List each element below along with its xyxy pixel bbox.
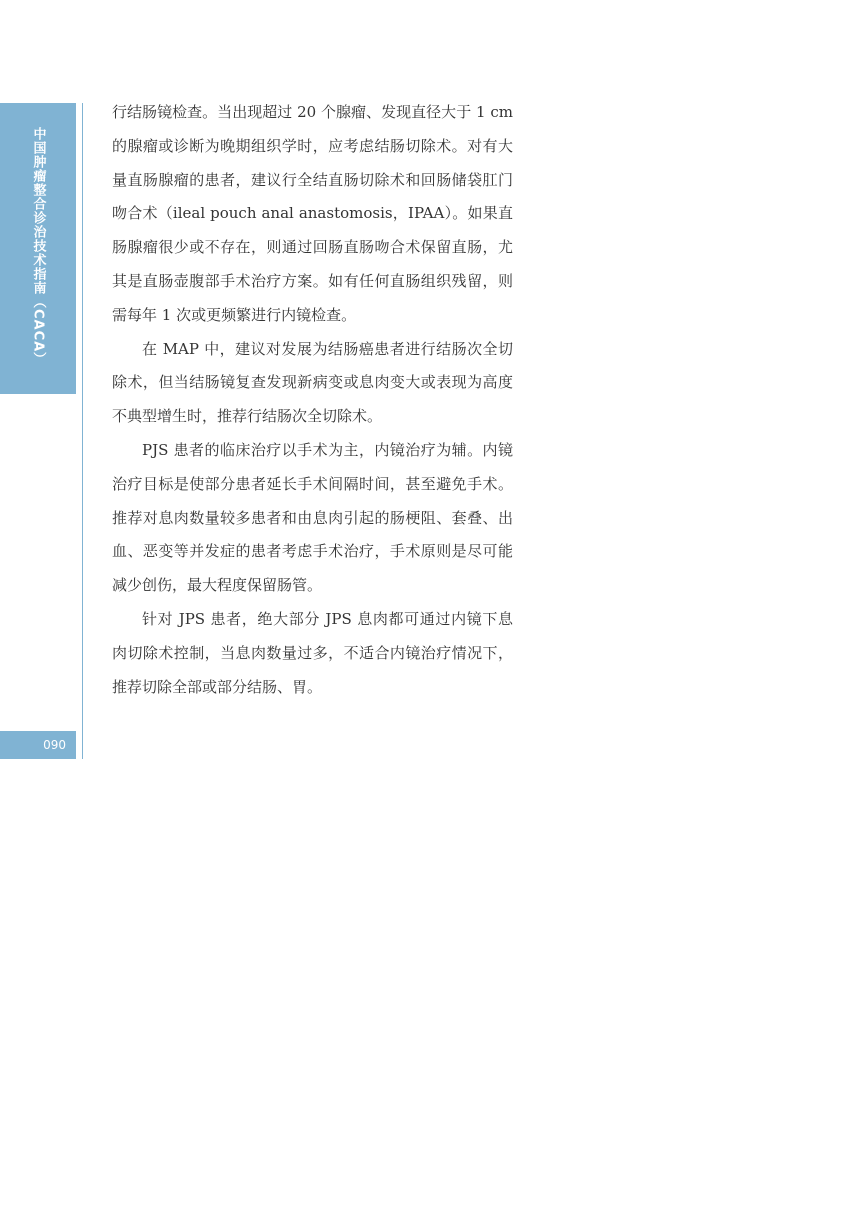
paragraph: 针对 JPS 患者，绝大部分 JPS 息肉都可通过内镜下息肉切除术控制，当息肉数量过多，不适合内镜治疗情况下，推荐切除全部或部分结肠、胃。 (112, 609, 513, 696)
page-number-tab (0, 731, 76, 759)
paragraph: 在 MAP 中，建议对发展为结肠癌患者进行结肠次全切除术，但当结肠镜复查发现新病变或息肉变大或表现为高度不典型增生时，推荐行结肠次全切除术。 (112, 339, 513, 426)
sidebar-title-tab (0, 103, 76, 394)
margin-rule (82, 103, 83, 759)
sidebar-title: 中国肿瘤整合诊治技术指南（CACA） (30, 127, 46, 367)
page-number: 090 (43, 738, 66, 752)
body-text (112, 96, 513, 704)
paragraph: 行结肠镜检查。当出现超过 20 个腺瘤、发现直径大于 1 cm 的腺瘤或诊断为晚期组织学时，应考虑结肠切除术。对有大量直肠腺瘤的患者，建议行全结直肠切除术和回肠储袋肛门吻合术（ileal pouch anal anastomosis，IPAA）。如果直肠腺瘤很少或不存在，则通过回肠直肠吻合术保留直肠，尤其是直肠壶腹部手术治疗方案。如有任何直肠组织残留，则需每年 1 次或更频繁进行内镜检查。 (112, 103, 513, 324)
paragraph: PJS 患者的临床治疗以手术为主，内镜治疗为辅。内镜治疗目标是使部分患者延长手术间隔时间，甚至避免手术。推荐对息肉数量较多患者和由息肉引起的肠梗阻、套叠、出血、恶变等并发症的患者考虑手术治疗，手术原则是尽可能减少创伤，最大程度保留肠管。 (112, 440, 513, 595)
